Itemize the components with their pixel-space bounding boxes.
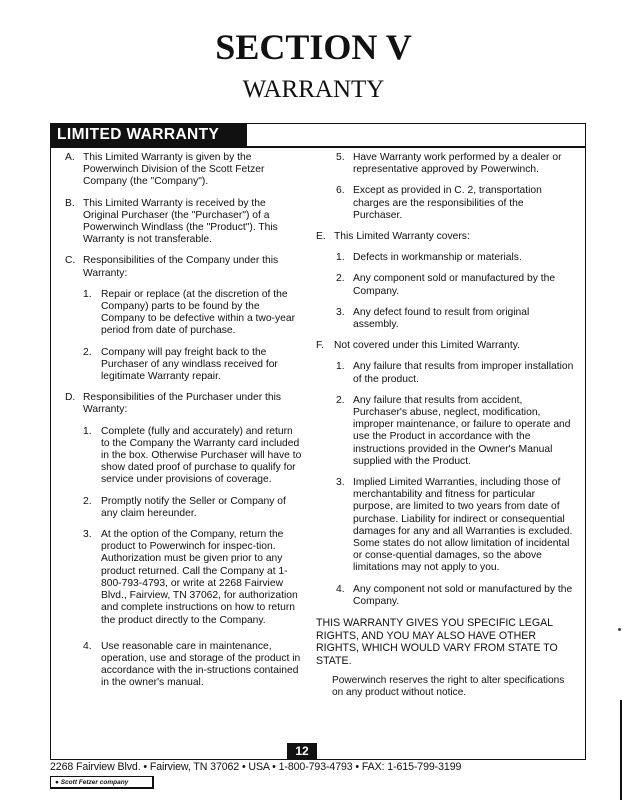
limited-warranty-banner: LIMITED WARRANTY (51, 124, 247, 146)
section-heading: SECTION V (215, 27, 412, 67)
page-title: WARRANTY (242, 76, 385, 103)
clause-marker: C. (65, 255, 76, 267)
legal-rights-statement: THIS WARRANTY GIVES YOU SPECIFIC LEGAL RIGHTS, AND YOU MAY ALSO HAVE OTHER RIGHTS, WHICH WOULD VARY FROM STATE TO STATE. (316, 617, 558, 667)
sub-text: Except as provided in C. 2, transportation charges are the responsibilities of the Purchaser. (353, 185, 542, 221)
sub-marker: 1. (336, 361, 345, 373)
clause-text: This Limited Warranty is given by the Powerwinch Division of the Scott Fetzer Company (the "Company"). (83, 152, 265, 188)
sub-marker: 1. (336, 252, 345, 264)
sub-text: Any failure that results from improper installation of the product. (353, 361, 574, 385)
scan-dot (618, 628, 621, 631)
sub-marker: 1. (83, 288, 92, 300)
sub-text: Implied Limited Warranties, including those of merchantability and fitness for particular purpose, are limited to two years from date of purchase. Liability for indirect or consequential damages for any and all Warranties is excluded. Some states do not allow limitation of incidental or conse-quential damages, so the above limitations may not apply to you. (353, 477, 573, 574)
clause-text: Responsibilities of the Purchaser under this Warranty: (83, 392, 282, 416)
clause-c-2 (65, 347, 303, 384)
clause-text: Not covered under this Limited Warranty. (334, 340, 520, 352)
sub-text: Repair or replace (at the discretion of the Company) parts to be found by the Company to be defective within a two-year period from date of purchase. (101, 288, 296, 337)
sub-marker: 4. (83, 640, 92, 652)
left-column (65, 152, 303, 699)
sub-marker: 5. (336, 152, 345, 163)
scott-fetzer-logo: ● Scott Fetzer company (50, 776, 154, 789)
sub-marker: 1. (83, 425, 92, 437)
sub-marker: 2. (336, 394, 345, 406)
clause-marker: D. (65, 392, 76, 404)
sub-text: Have Warranty work performed by a dealer or representative approved by Powerwinch. (353, 152, 562, 176)
clause-text: This Limited Warranty is received by the Original Purchaser (the "Purchaser") of a Powerwinch Windlass (the "Product"). This Warranty is not transferable. (83, 197, 278, 246)
sub-text: Any component not sold or manufactured by the Company. (353, 583, 573, 607)
sub-marker: 3. (336, 306, 345, 318)
clause-marker: A. (65, 152, 75, 163)
banner-rule (51, 146, 585, 148)
clause-text: Responsibilities of the Company under this Warranty: (83, 255, 279, 279)
clause-e-2 (316, 273, 574, 297)
clause-marker: B. (65, 197, 75, 209)
sub-marker: 3. (336, 477, 345, 489)
scan-edge-line (620, 700, 622, 800)
clause-e (316, 231, 574, 243)
clause-c (65, 255, 303, 279)
sub-text: Promptly notify the Seller or Company of any claim hereunder. (101, 495, 286, 519)
sub-marker: 2. (83, 346, 92, 358)
clause-f (316, 340, 574, 352)
clause-d-1 (65, 426, 303, 487)
clause-d-6 (316, 185, 574, 222)
sub-text: Any component sold or manufactured by the Company. (353, 273, 556, 297)
sub-marker: 2. (83, 495, 92, 507)
clause-d-2 (65, 496, 303, 520)
clause-c-1 (65, 289, 303, 338)
clause-e-3 (316, 307, 574, 331)
clause-e-1 (316, 252, 574, 264)
clause-d-4 (65, 641, 303, 690)
clause-a (65, 152, 303, 189)
warranty-frame (50, 123, 586, 760)
clause-f-2 (316, 395, 574, 468)
page-number: 12 (287, 743, 317, 759)
sub-marker: 3. (83, 529, 92, 541)
sub-text: Complete (fully and accurately) and return to the Company the Warranty card included in the box. Otherwise Purchaser will have to show dated proof of purchase to qualify for service under provisions of coverage. (101, 425, 302, 486)
clause-b (65, 198, 303, 247)
sub-text: Use reasonable care in maintenance, operation, use and storage of the product in accordance with the in-structions contained in the owner's manual. (101, 640, 301, 689)
footer-address: 2268 Fairview Blvd. • Fairview, TN 37062 • USA • 1-800-793-4793 • FAX: 1-615-799-3199 (50, 761, 462, 773)
sub-text: At the option of the Company, return the product to Powerwinch for inspec-tion. Authorization must be given prior to any product returned. Call the Company at 1-800-793-4793, or write at 2268 Fairview Blvd., Fairview, TN 37062, for authorization and complete instructions on how to return the product directly to the Company. (101, 529, 298, 626)
clause-f-3 (316, 477, 574, 575)
sub-marker: 6. (336, 185, 345, 197)
clause-d-5 (316, 152, 574, 176)
sub-text: Defects in workmanship or materials. (353, 252, 522, 264)
sub-text: Any defect found to result from original assembly. (353, 306, 530, 331)
sub-marker: 4. (336, 583, 345, 595)
reserve-rights-note: Powerwinch reserves the right to alter specifications on any product without notice. (332, 675, 565, 699)
clause-f-4 (316, 584, 574, 608)
clause-d (65, 392, 303, 416)
clause-text: This Limited Warranty covers: (334, 231, 470, 243)
sub-marker: 2. (336, 273, 345, 285)
sub-text: Any failure that results from accident, Purchaser's abuse, neglect, modification, improper maintenance, or failure to operate and use the Product in accordance with the instructions provided in the Owner's Manual supplied with the Product. (353, 394, 571, 467)
right-column (316, 152, 574, 699)
clause-marker: E. (316, 231, 326, 243)
clause-marker: F. (316, 340, 325, 352)
clause-d-3 (65, 529, 303, 627)
clause-f-1 (316, 361, 574, 385)
sub-text: Company will pay freight back to the Purchaser of any windlass received for legitimate Warranty repair. (101, 346, 278, 383)
